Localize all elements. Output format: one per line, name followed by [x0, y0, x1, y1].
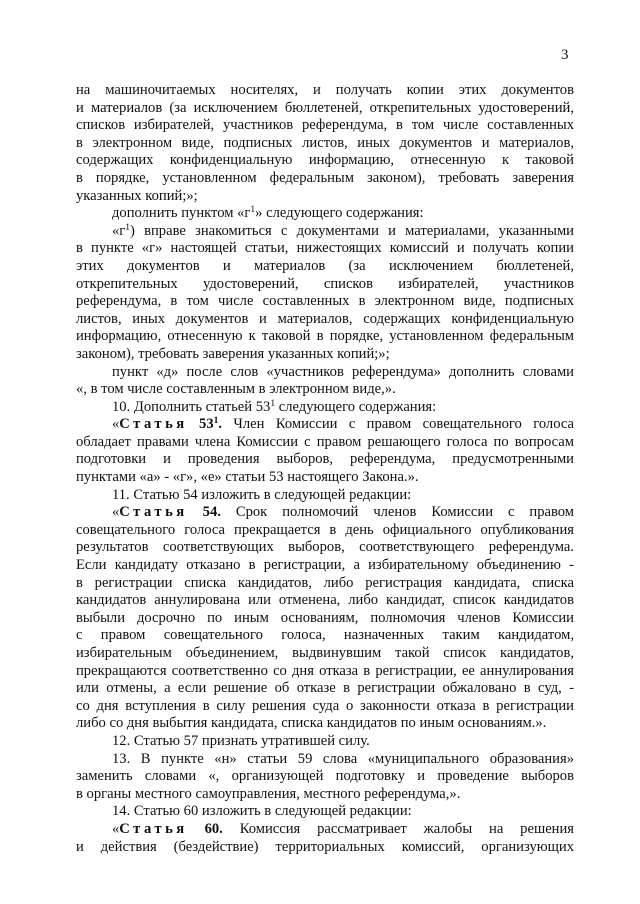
text-run: прекращаются соответственно со дня отказа в регистрации, ее аннулирования: [76, 662, 574, 679]
text-line: [76, 152, 574, 170]
text-line: [76, 135, 574, 153]
article-heading: Статья: [119, 504, 188, 521]
text-line: [76, 539, 574, 557]
text-run: 13. В пункте «н» статьи 59 слова «муниципального образования»: [112, 750, 574, 767]
text-run: Если кандидату отказано в регистрации, а избирательному объединению -: [76, 557, 574, 574]
text-run: содержащих конфиденциальную информацию, отнесенную к таковой: [76, 152, 574, 169]
text-run: .: [218, 416, 223, 433]
text-line: [76, 645, 574, 663]
text-line: [76, 627, 574, 645]
article-heading: Статья: [119, 416, 188, 433]
text-run: выбыли досрочно по иным основаниям, полномочия членов Комиссии: [76, 609, 574, 626]
text-run: обладает правами члена Комиссии с правом решающего голоса по вопросам: [76, 433, 574, 450]
text-run: в пункте «г» настоящей статьи, нижестоящих комиссий и получать копии: [76, 240, 574, 257]
text-run: в органы местного самоуправления, местного референдума,».: [76, 785, 461, 802]
text-run: 10. Дополнить статьей 53: [112, 398, 271, 415]
text-run: с правом совещательного голоса, назначенных таким кандидатом,: [76, 627, 574, 644]
text-line: [76, 311, 574, 329]
text-line: [76, 557, 574, 575]
text-line: [76, 575, 574, 593]
text-line: [76, 680, 574, 698]
text-run: 54.: [187, 504, 221, 521]
text-run: следующего содержания:: [275, 398, 437, 415]
superscript: 1: [125, 222, 131, 233]
text-line: [76, 205, 574, 223]
text-line: [76, 803, 574, 821]
text-line: [76, 751, 574, 769]
superscript: 1: [213, 416, 219, 427]
text-run: на машиночитаемых носителях, и получать копии этих документов: [76, 82, 574, 98]
text-run: дополнить пунктом «г: [112, 205, 251, 222]
text-run: Срок полномочий членов Комиссии с правом: [220, 504, 574, 521]
superscript: 1: [250, 205, 256, 216]
text-line: [76, 504, 574, 522]
text-run: референдума, в том числе составленных в электронном виде, подписных: [76, 293, 574, 310]
text-line: [76, 522, 574, 540]
text-run: и материалов (за исключением бюллетеней, открепительных удостоверений,: [76, 99, 574, 116]
text-line: [76, 469, 574, 487]
text-run: со дня вступления в силу решения суда о законности отказа в регистрации: [76, 697, 574, 714]
text-line: [76, 100, 574, 118]
superscript: 1: [270, 398, 276, 409]
text-line: [76, 487, 574, 505]
text-run: Комиссия рассматривает жалобы на решения: [222, 820, 574, 837]
text-line: [76, 399, 574, 417]
text-run: в электронном виде, подписных листов, иных документов и материалов,: [76, 134, 574, 151]
text-run: пункт «д» после слов «участников референдума» дополнить словами: [112, 363, 574, 380]
text-run: указанных копий;»;: [76, 187, 198, 204]
text-run: этих документов и материалов (за исключением бюллетеней,: [76, 257, 574, 274]
page-number: 3: [561, 47, 569, 63]
text-run: «: [112, 820, 120, 837]
text-line: [76, 434, 574, 452]
text-line: [76, 663, 574, 681]
text-run: 60.: [187, 820, 223, 837]
text-run: листов, иных документов и материалов, содержащих конфиденциальную: [76, 310, 574, 327]
text-line: [76, 698, 574, 716]
text-line: [76, 364, 574, 382]
text-run: подготовки и проведения выборов, референдума, предусмотренными: [76, 451, 574, 468]
text-line: [76, 346, 574, 364]
text-line: [76, 240, 574, 258]
text-run: в порядке, установленном федеральным законом), требовать заверения: [76, 169, 574, 186]
text-run: 11. Статью 54 изложить в следующей редакции:: [112, 486, 412, 503]
text-line: [76, 82, 574, 100]
text-line: [76, 416, 574, 434]
text-line: [76, 821, 574, 839]
text-run: информацию, отнесенную к таковой в порядке, установленном федеральным: [76, 328, 574, 345]
text-line: [76, 223, 574, 241]
text-line: [76, 733, 574, 751]
text-run: «: [112, 504, 120, 521]
text-run: Член Комиссии с правом совещательного голоса: [222, 416, 574, 433]
text-run: 14. Статью 60 изложить в следующей редакции:: [112, 803, 412, 820]
text-run: 53: [187, 416, 214, 433]
text-run: совещательного голоса прекращается в день официального опубликования: [76, 521, 574, 538]
text-run: 12. Статью 57 признать утратившей силу.: [112, 732, 370, 749]
text-line: [76, 188, 574, 206]
text-run: «г: [112, 222, 126, 239]
text-line: [76, 276, 574, 294]
text-line: [76, 328, 574, 346]
text-run: и действия (бездействие) территориальных комиссий, организующих: [76, 838, 574, 855]
text-line: [76, 786, 574, 804]
text-line: [76, 451, 574, 469]
text-run: пунктами «а» - «г», «е» статьи 53 настоящего Закона.».: [76, 469, 419, 486]
text-line: [76, 293, 574, 311]
text-run: законом), требовать заверения указанных копий;»;: [76, 345, 390, 362]
text-line: [76, 381, 574, 399]
text-run: заменить словами «, организующей подготовку и проведение выборов: [76, 768, 574, 785]
text-line: [76, 170, 574, 188]
text-run: ) вправе знакомиться с документами и материалами, указанными: [130, 222, 574, 239]
text-line: [76, 258, 574, 276]
text-line: [76, 610, 574, 628]
text-run: избирательным объединением, выдвинувшим такой список кандидатов,: [76, 645, 574, 661]
text-run: «: [112, 416, 120, 433]
text-run: «, в том числе составленным в электронном виде,».: [76, 381, 396, 398]
article-heading: Статья: [119, 820, 188, 837]
text-line: [76, 592, 574, 610]
text-line: [76, 768, 574, 786]
text-run: результатов соответствующих выборов, соответствующего референдума.: [76, 539, 574, 556]
text-run: открепительных удостоверений, списков избирателей, участников: [76, 275, 574, 292]
document-body: [76, 82, 574, 856]
text-run: либо со дня выбытия кандидата, списка кандидатов по иным основаниям.».: [76, 715, 547, 732]
text-line: [76, 839, 574, 857]
text-run: » следующего содержания:: [255, 205, 424, 222]
text-run: списков избирателей, участников референдума, в том числе составленных: [76, 117, 574, 134]
text-run: в регистрации списка кандидатов, либо регистрация кандидата, списка: [76, 574, 574, 591]
text-line: [76, 117, 574, 135]
text-line: [76, 715, 574, 733]
text-run: кандидатов аннулирована или отменена, либо кандидат, список кандидатов: [76, 592, 574, 609]
text-run: или отмены, а если решение об отказе в регистрации обжаловано в суд, -: [76, 680, 574, 697]
